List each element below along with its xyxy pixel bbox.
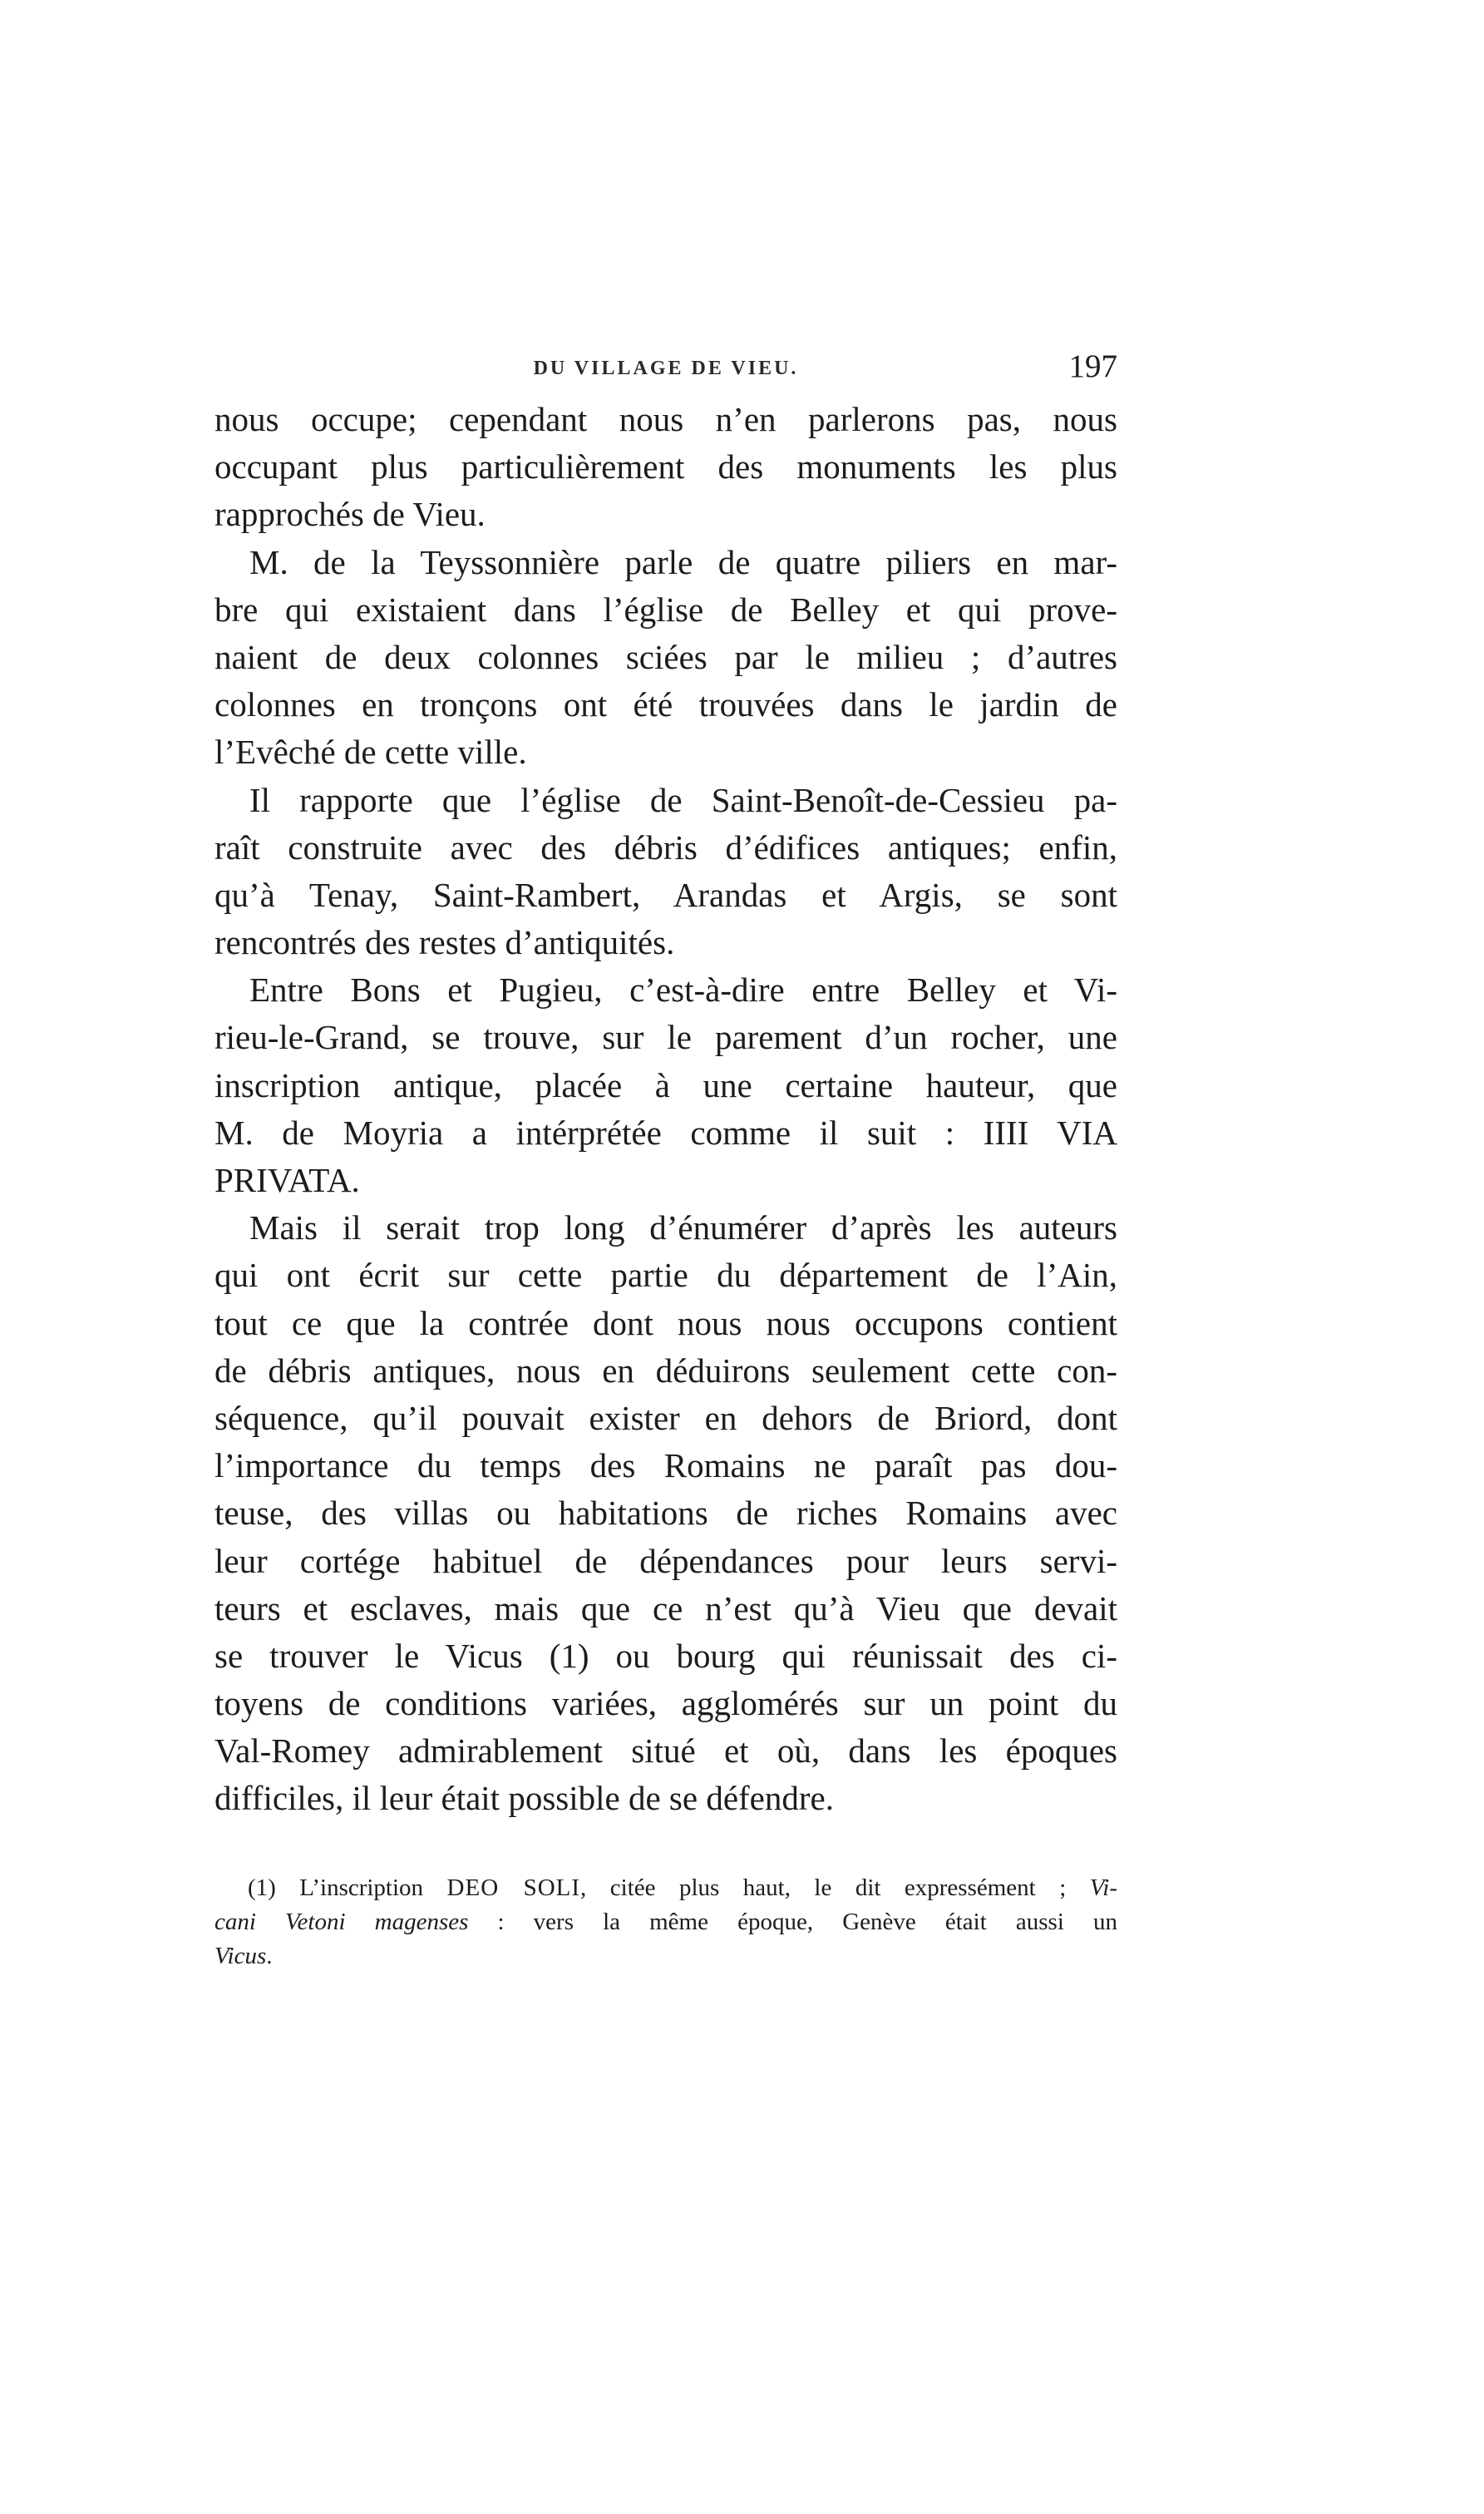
text-line: M. de Moyria a intérprétée comme il suit : IIII VIA bbox=[214, 1113, 1117, 1152]
text-line: qu’à Tenay, Saint-Rambert, Arandas et Argis, se sont bbox=[214, 875, 1117, 914]
running-title: DU VILLAGE DE VIEU. bbox=[533, 358, 799, 379]
text-line: rieu-le-Grand, se trouve, sur le parement d’un rocher, une bbox=[214, 1018, 1117, 1057]
text-line: rencontrés des restes d’antiquités. bbox=[214, 923, 675, 962]
text-line: PRIVATA. bbox=[214, 1161, 360, 1199]
text-line: rapprochés de Vieu. bbox=[214, 495, 486, 534]
footnote bbox=[214, 1871, 1117, 1973]
text-line: de débris antiques, nous en déduirons seulement cette con- bbox=[214, 1351, 1117, 1390]
footnote-text: , citée plus haut, le dit expressément ; bbox=[580, 1874, 1067, 1901]
footnote-italic: cani Vetoni magenses bbox=[214, 1909, 469, 1935]
text-line: colonnes en tronçons ont été trouvées dans le jardin de bbox=[214, 685, 1117, 724]
text-line: Val-Romey admirablement situé et où, dans les époques bbox=[214, 1731, 1117, 1771]
text-line: Mais il serait trop long d’énumérer d’après les auteurs bbox=[249, 1208, 1117, 1247]
text-line: leur cortége habituel de dépendances pour leurs servi- bbox=[214, 1541, 1117, 1580]
footnote-marker: (1) bbox=[248, 1874, 276, 1901]
text-line: toyens de conditions variées, agglomérés sur un point du bbox=[214, 1684, 1117, 1723]
text-line: teuse, des villas ou habitations de riches Romains avec bbox=[214, 1494, 1117, 1533]
text-line: raît construite avec des débris d’édifices antiques; enfin, bbox=[214, 827, 1117, 867]
footnote-text: L’inscription bbox=[299, 1874, 424, 1901]
footnote-text: . bbox=[266, 1943, 273, 1969]
text-line: difficiles, il leur était possible de se défendre. bbox=[214, 1779, 834, 1818]
footnote-italic: Vicus bbox=[214, 1943, 267, 1969]
text-line: l’Evêché de cette ville. bbox=[214, 733, 527, 772]
running-header bbox=[214, 348, 1117, 389]
footnote-line bbox=[248, 1871, 1117, 1905]
text-line: l’importance du temps des Romains ne paraît pas dou- bbox=[214, 1446, 1117, 1485]
text-line: Entre Bons et Pugieu, c’est-à-dire entre Belley et Vi- bbox=[249, 971, 1117, 1010]
text-line: M. de la Teyssonnière parle de quatre piliers en mar- bbox=[249, 542, 1117, 581]
text-line: teurs et esclaves, mais que ce n’est qu’à Vieu que devait bbox=[214, 1588, 1117, 1627]
page-number: 197 bbox=[1068, 348, 1117, 384]
text-line: naient de deux colonnes sciées par le milieu ; d’autres bbox=[214, 637, 1117, 676]
footnote-line bbox=[214, 1939, 1117, 1973]
footnote-line bbox=[214, 1905, 1117, 1939]
text-line: qui ont écrit sur cette partie du département de l’Ain, bbox=[214, 1256, 1117, 1295]
text-line: se trouver le Vicus (1) ou bourg qui réunissait des ci- bbox=[214, 1636, 1117, 1675]
body-text bbox=[214, 396, 1117, 1823]
text-line: occupant plus particulièrement des monuments les plus bbox=[214, 447, 1117, 487]
text-line: inscription antique, placée à une certaine hauteur, que bbox=[214, 1065, 1117, 1104]
text-line: séquence, qu’il pouvait exister en dehors de Briord, dont bbox=[214, 1398, 1117, 1437]
footnote-italic: Vi- bbox=[1089, 1874, 1117, 1901]
footnote-inscription: DEO SOLI bbox=[446, 1874, 581, 1901]
footnote-text: : vers la même époque, Genève était aussi un bbox=[468, 1909, 1117, 1935]
text-line: nous occupe; cependant nous n’en parlerons pas, nous bbox=[214, 400, 1117, 438]
text-line: tout ce que la contrée dont nous nous occupons contient bbox=[214, 1303, 1117, 1342]
text-line: bre qui existaient dans l’église de Belley et qui prove- bbox=[214, 590, 1117, 629]
text-line: Il rapporte que l’église de Saint-Benoît-de-Cessieu pa- bbox=[249, 780, 1117, 819]
